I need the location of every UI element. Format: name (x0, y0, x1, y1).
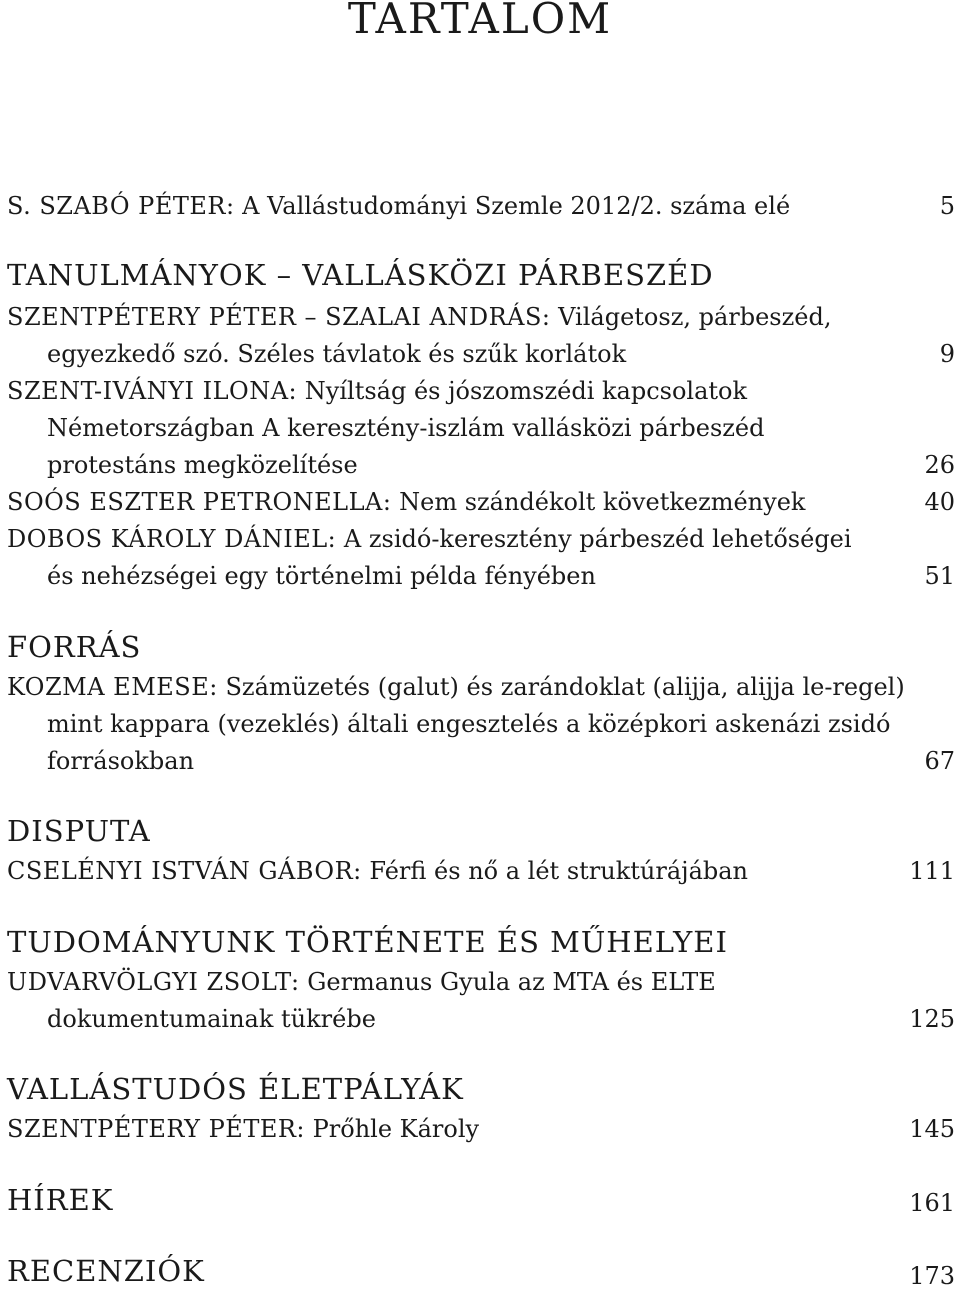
page-number: 5 (939, 192, 955, 220)
page-number: 51 (924, 562, 955, 590)
toc-entry[interactable] (7, 1115, 479, 1143)
entry-title-continued: protestáns megközelítése (47, 451, 358, 479)
toc-entry[interactable] (7, 303, 831, 331)
entry-author: CSELÉNYI ISTVÁN GÁBOR: (7, 857, 362, 885)
entry-title: Nyíltság és jószomszédi kapcsolatok (304, 377, 748, 405)
section-heading: VALLÁSTUDÓS ÉLETPÁLYÁK (7, 1072, 464, 1106)
entry-author: DOBOS KÁROLY DÁNIEL: (7, 525, 337, 553)
toc-entry[interactable] (7, 488, 805, 516)
entry-title-continued: forrásokban (47, 747, 195, 775)
entry-title: Prőhle Károly (312, 1115, 480, 1143)
entry-author: KOZMA EMESE: (7, 673, 218, 701)
section-heading: DISPUTA (7, 814, 151, 848)
page-number: 9 (939, 340, 955, 368)
page-number: 125 (909, 1005, 955, 1033)
page-number: 111 (909, 857, 955, 885)
entry-title: Germanus Gyula az MTA és ELTE (307, 968, 716, 996)
toc-entry[interactable] (7, 377, 747, 405)
section-heading: FORRÁS (7, 630, 142, 664)
page-number: 26 (924, 451, 955, 479)
entry-title: A Vallástudományi Szemle 2012/2. száma elé (242, 192, 791, 220)
section-heading: HÍREK (7, 1183, 114, 1217)
page-number: 145 (909, 1115, 955, 1143)
entry-title-continued: mint kappara (vezeklés) általi engesztelés a középkori askenázi zsidó (47, 710, 891, 738)
toc-entry[interactable] (7, 857, 748, 885)
entry-title-continued: Németországban A keresztény-iszlám vallásközi párbeszéd (47, 414, 765, 442)
entry-title: Nem szándékolt következmények (399, 488, 806, 516)
page-number: 173 (909, 1262, 955, 1290)
page-number: 40 (924, 488, 955, 516)
entry-title: Férfi és nő a lét struktúrájában (369, 857, 749, 885)
entry-title-continued: és nehézségei egy történelmi példa fényében (47, 562, 596, 590)
toc-entry[interactable] (7, 525, 852, 553)
entry-author: SZENTPÉTERY PÉTER: (7, 1115, 305, 1143)
page-number: 161 (909, 1189, 955, 1217)
toc-entry[interactable] (7, 673, 905, 701)
entry-author: SOÓS ESZTER PETRONELLA: (7, 488, 392, 516)
entry-author: SZENT-IVÁNYI ILONA: (7, 377, 298, 405)
entry-author: S. SZABÓ PÉTER: (7, 192, 235, 220)
section-heading: TUDOMÁNYUNK TÖRTÉNETE ÉS MŰHELYEI (7, 925, 728, 959)
toc-entry-intro[interactable] (7, 192, 790, 220)
section-heading: TANULMÁNYOK – VALLÁSKÖZI PÁRBESZÉD (7, 258, 714, 292)
entry-author: UDVARVÖLGYI ZSOLT: (7, 968, 300, 996)
entry-title: Világetosz, párbeszéd, (558, 303, 832, 331)
toc-entry[interactable] (7, 968, 716, 996)
entry-author: SZENTPÉTERY PÉTER – SZALAI ANDRÁS: (7, 303, 551, 331)
section-heading: RECENZIÓK (7, 1254, 205, 1288)
entry-title-continued: egyezkedő szó. Széles távlatok és szűk korlátok (47, 340, 627, 368)
page-number: 67 (924, 747, 955, 775)
entry-title: A zsidó-keresztény párbeszéd lehetőségei (343, 525, 852, 553)
entry-title-continued: dokumentumainak tükrébe (47, 1005, 376, 1033)
page-title: TARTALOM (347, 0, 613, 43)
entry-title: Számüzetés (galut) és zarándoklat (alijja, alijja le-regel) (225, 673, 905, 701)
